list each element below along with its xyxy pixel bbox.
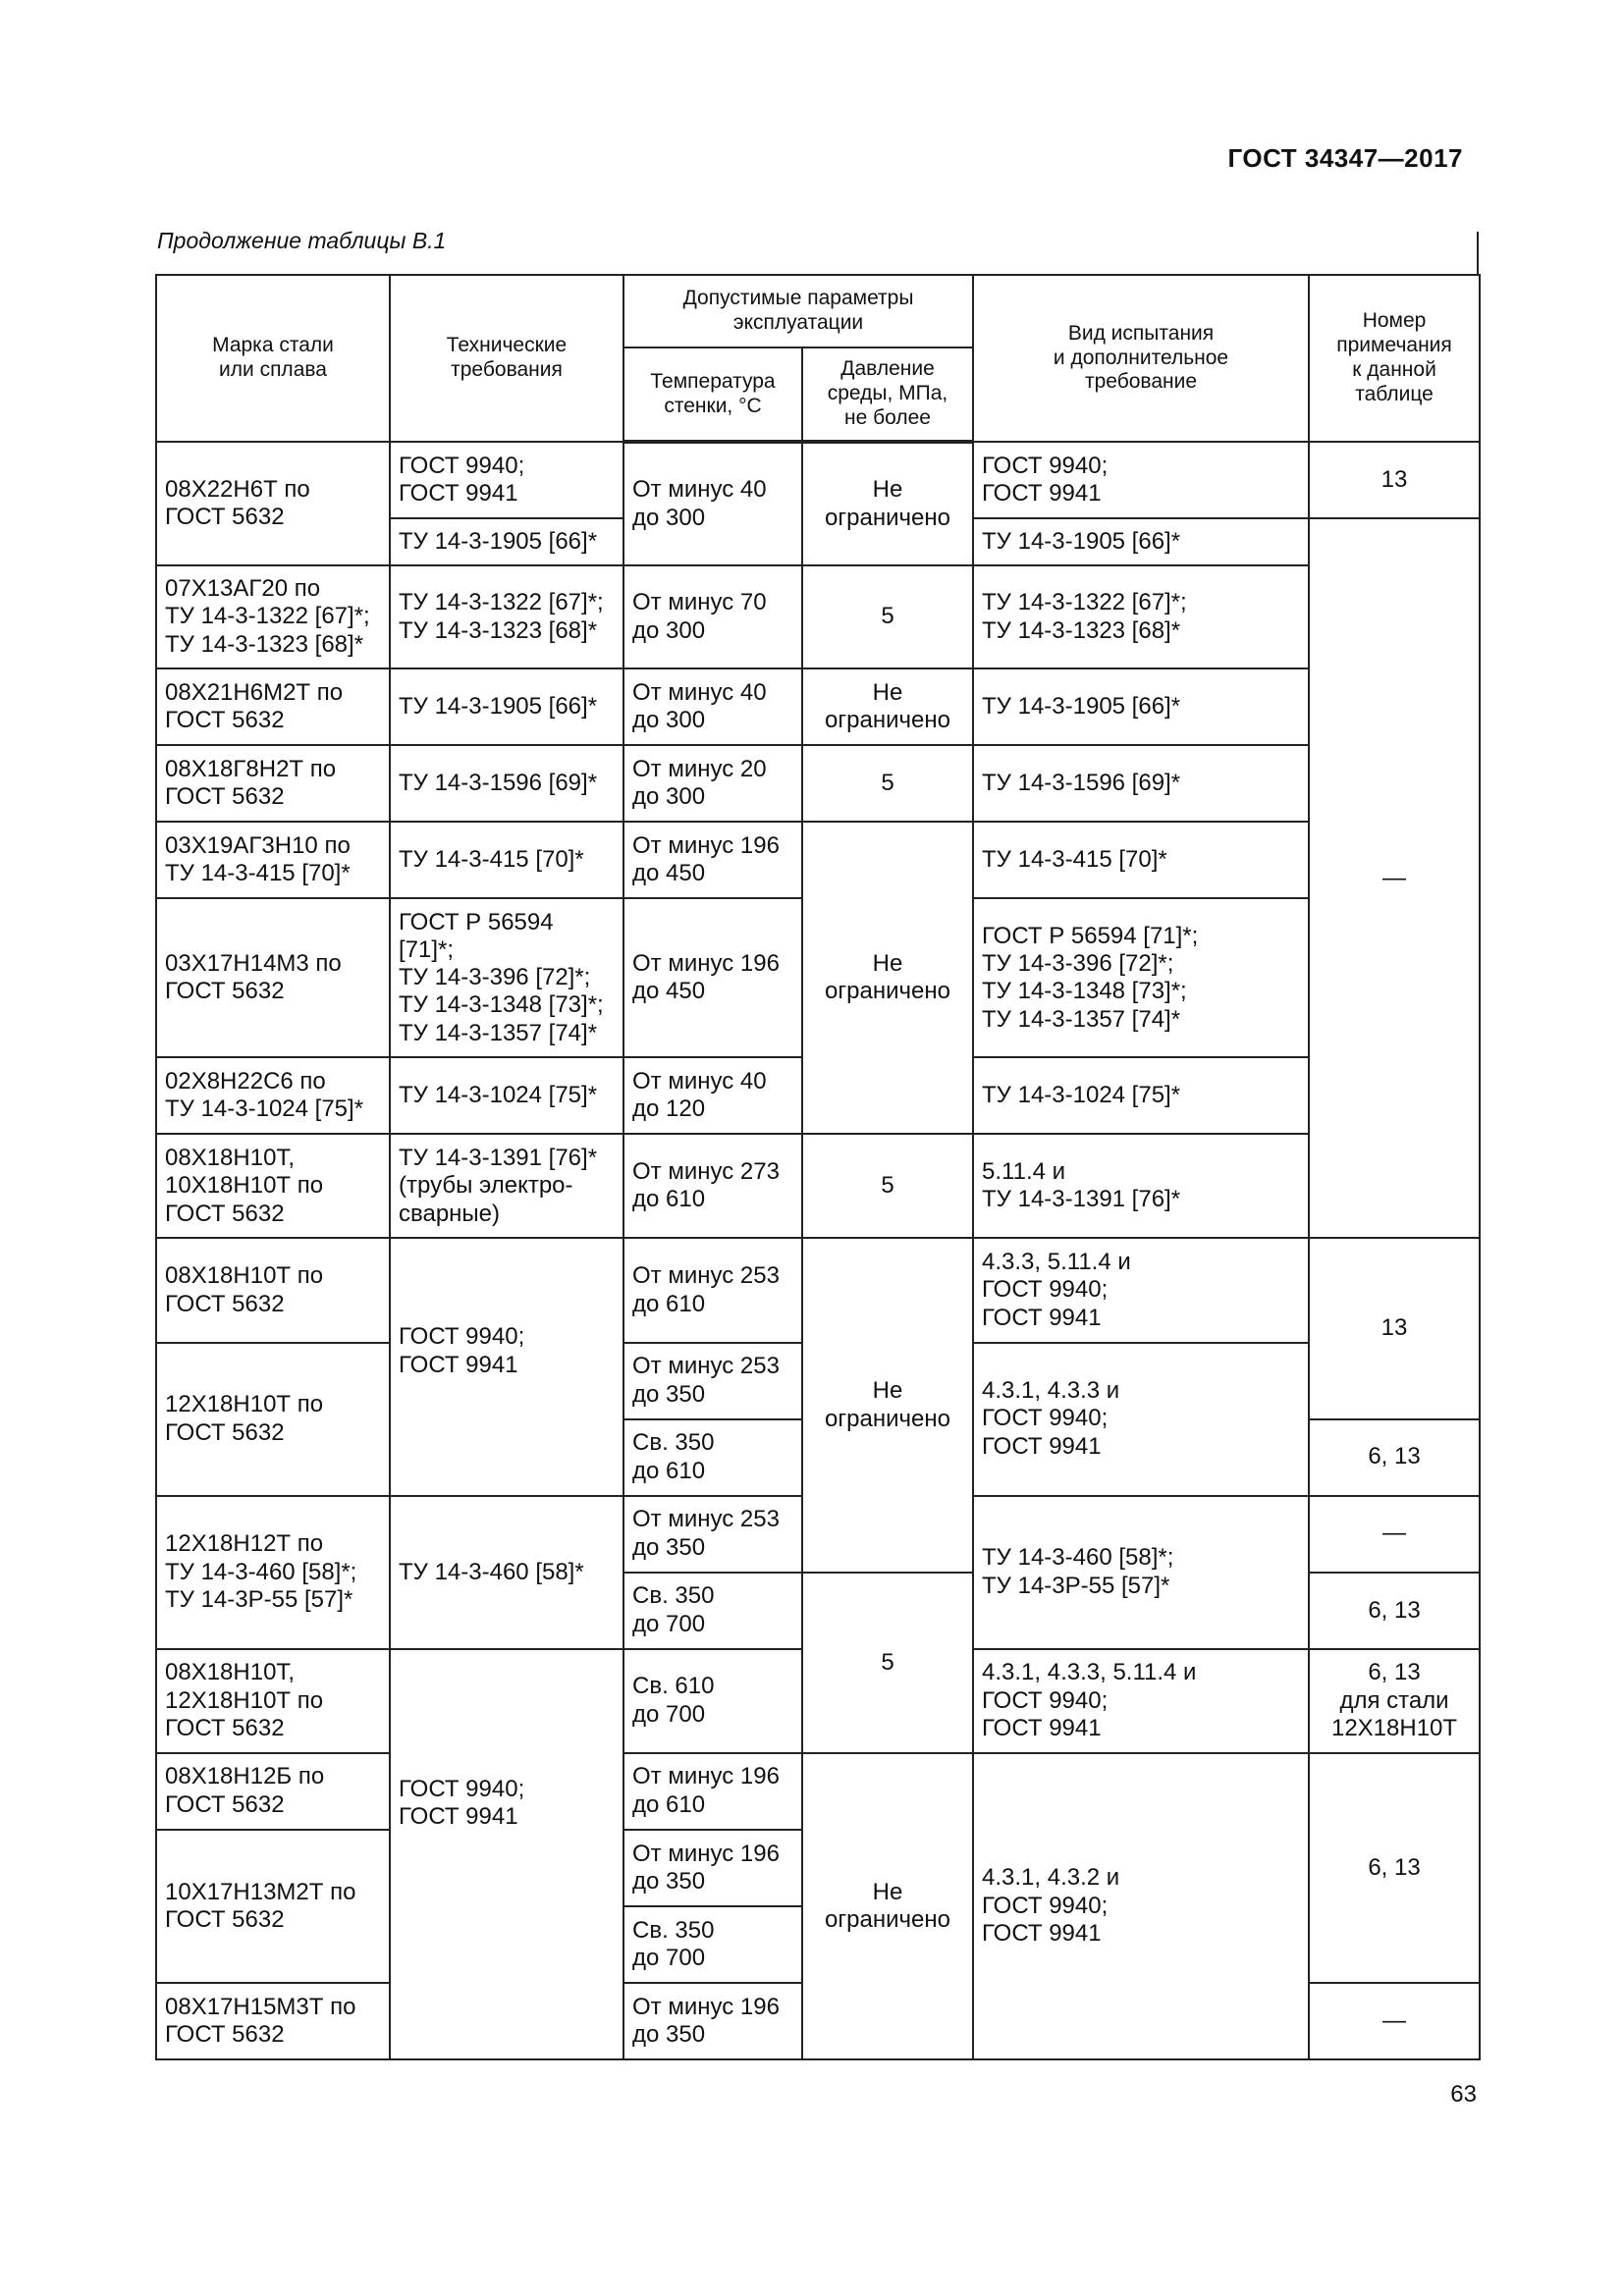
table-continuation-caption: Продолжение таблицы В.1 [157,228,447,253]
temperature-cell: От минус 196 до 450 [623,822,802,898]
test-cell: ГОСТ 9940; ГОСТ 9941 [973,442,1309,518]
document-code: ГОСТ 34347—2017 [1227,143,1463,173]
grade-cell: 08Х18Н10Т по ГОСТ 5632 [156,1238,390,1342]
tech-cell: ТУ 14-3-1905 [66]* [390,668,623,745]
test-cell: ТУ 14-3-1905 [66]* [973,518,1309,565]
temperature-cell: От минус 253 до 350 [623,1343,802,1419]
pressure-cell: Не ограничено [802,668,973,745]
table-row [156,1238,1480,1342]
note-cell: 13 [1309,442,1480,518]
tech-cell: ТУ 14-3-1596 [69]* [390,745,623,822]
tech-cell: ТУ 14-3-415 [70]* [390,822,623,898]
test-cell: 4.3.1, 4.3.2 и ГОСТ 9940; ГОСТ 9941 [973,1753,1309,2059]
test-cell: 4.3.3, 5.11.4 и ГОСТ 9940; ГОСТ 9941 [973,1238,1309,1342]
pressure-cell: Не ограничено [802,442,973,565]
grade-cell: 03Х17Н14М3 по ГОСТ 5632 [156,898,390,1057]
tech-cell: ТУ 14-3-460 [58]* [390,1496,623,1649]
temperature-cell: От минус 196 до 350 [623,1830,802,1906]
grade-cell: 08Х18Н10Т, 10Х18Н10Т по ГОСТ 5632 [156,1134,390,1238]
grade-cell: 08Х21Н6М2Т по ГОСТ 5632 [156,668,390,745]
header-wall-temperature: Температура стенки, °С [623,347,802,442]
table-row [156,565,1480,668]
temperature-cell: Св. 350 до 700 [623,1906,802,1983]
table-row [156,442,1480,518]
pressure-cell: Не ограничено [802,1238,973,1572]
pressure-cell: 5 [802,565,973,668]
steel-grades-table [155,274,1481,2060]
test-cell: ГОСТ Р 56594 [71]*; ТУ 14-3-396 [72]*; ТУ 14-3-1348 [73]*; ТУ 14-3-1357 [74]* [973,898,1309,1057]
tech-cell: ГОСТ 9940; ГОСТ 9941 [390,1649,623,2059]
page-number: 63 [1450,2081,1477,2108]
grade-cell: 08Х18Г8Н2Т по ГОСТ 5632 [156,745,390,822]
test-cell: ТУ 14-3-1024 [75]* [973,1057,1309,1134]
header-operating-params: Допустимые параметры эксплуатации [623,275,973,347]
grade-cell: 12Х18Н10Т по ГОСТ 5632 [156,1343,390,1496]
pressure-cell: 5 [802,745,973,822]
temperature-cell: От минус 253 до 610 [623,1238,802,1342]
table-row [156,1753,1480,1830]
note-cell: 13 [1309,1238,1480,1418]
grade-cell: 08Х18Н12Б по ГОСТ 5632 [156,1753,390,1830]
table-row [156,745,1480,822]
table-row [156,822,1480,898]
note-cell: 6, 13 для стали 12Х18Н10Т [1309,1649,1480,1753]
temperature-cell: От минус 196 до 350 [623,1983,802,2059]
temperature-cell: От минус 70 до 300 [623,565,802,668]
test-cell: ТУ 14-3-415 [70]* [973,822,1309,898]
temperature-cell: Св. 350 до 610 [623,1419,802,1496]
test-cell: 4.3.1, 4.3.3 и ГОСТ 9940; ГОСТ 9941 [973,1343,1309,1496]
grade-cell: 03Х19АГ3Н10 по ТУ 14-3-415 [70]* [156,822,390,898]
temperature-cell: Св. 350 до 700 [623,1573,802,1649]
note-cell: 6, 13 [1309,1753,1480,1983]
test-cell: ТУ 14-3-1596 [69]* [973,745,1309,822]
temperature-cell: От минус 20 до 300 [623,745,802,822]
temperature-cell: От минус 40 до 300 [623,442,802,565]
tech-cell: ГОСТ Р 56594 [71]*; ТУ 14-3-396 [72]*; ТУ 14-3-1348 [73]*; ТУ 14-3-1357 [74]* [390,898,623,1057]
pressure-cell: 5 [802,1573,973,1753]
margin-line [1477,232,1479,275]
grade-cell: 07Х13АГ20 по ТУ 14-3-1322 [67]*; ТУ 14-3-1323 [68]* [156,565,390,668]
note-cell: — [1309,1983,1480,2059]
temperature-cell: От минус 196 до 450 [623,898,802,1057]
grade-cell: 12Х18Н12Т по ТУ 14-3-460 [58]*; ТУ 14-3Р-55 [57]* [156,1496,390,1649]
temperature-cell: Св. 610 до 700 [623,1649,802,1753]
tech-cell: ТУ 14-3-1322 [67]*; ТУ 14-3-1323 [68]* [390,565,623,668]
test-cell: ТУ 14-3-1322 [67]*; ТУ 14-3-1323 [68]* [973,565,1309,668]
header-test-type: Вид испытания и дополнительное требование [973,275,1309,442]
grade-cell: 02Х8Н22С6 по ТУ 14-3-1024 [75]* [156,1057,390,1134]
tech-cell: ТУ 14-3-1391 [76]* (трубы электро- сварные) [390,1134,623,1238]
header-grade: Марка стали или сплава [156,275,390,442]
tech-cell: ГОСТ 9940; ГОСТ 9941 [390,442,623,518]
grade-cell: 08Х17Н15М3Т по ГОСТ 5632 [156,1983,390,2059]
note-cell: — [1309,518,1480,1238]
grade-cell: 10Х17Н13М2Т по ГОСТ 5632 [156,1830,390,1983]
tech-cell: ГОСТ 9940; ГОСТ 9941 [390,1238,623,1495]
note-cell: 6, 13 [1309,1573,1480,1649]
tech-cell: ТУ 14-3-1905 [66]* [390,518,623,565]
test-cell: ТУ 14-3-1905 [66]* [973,668,1309,745]
grade-cell: 08Х22Н6Т по ГОСТ 5632 [156,442,390,565]
temperature-cell: От минус 196 до 610 [623,1753,802,1830]
pressure-cell: Не ограничено [802,822,973,1134]
temperature-cell: От минус 40 до 120 [623,1057,802,1134]
note-cell: — [1309,1496,1480,1573]
pressure-cell: 5 [802,1134,973,1238]
temperature-cell: От минус 253 до 350 [623,1496,802,1573]
test-cell: ТУ 14-3-460 [58]*; ТУ 14-3Р-55 [57]* [973,1496,1309,1649]
header-note-number: Номер примечания к данной таблице [1309,275,1480,442]
tech-cell: ТУ 14-3-1024 [75]* [390,1057,623,1134]
table-row [156,668,1480,745]
test-cell: 4.3.1, 4.3.3, 5.11.4 и ГОСТ 9940; ГОСТ 9941 [973,1649,1309,1753]
grade-cell: 08Х18Н10Т, 12Х18Н10Т по ГОСТ 5632 [156,1649,390,1753]
header-tech-requirements: Технические требования [390,275,623,442]
test-cell: 5.11.4 и ТУ 14-3-1391 [76]* [973,1134,1309,1238]
note-cell: 6, 13 [1309,1419,1480,1496]
temperature-cell: От минус 273 до 610 [623,1134,802,1238]
table-row [156,1134,1480,1238]
temperature-cell: От минус 40 до 300 [623,668,802,745]
pressure-cell: Не ограничено [802,1753,973,2059]
header-pressure: Давление среды, МПа, не более [802,347,973,442]
